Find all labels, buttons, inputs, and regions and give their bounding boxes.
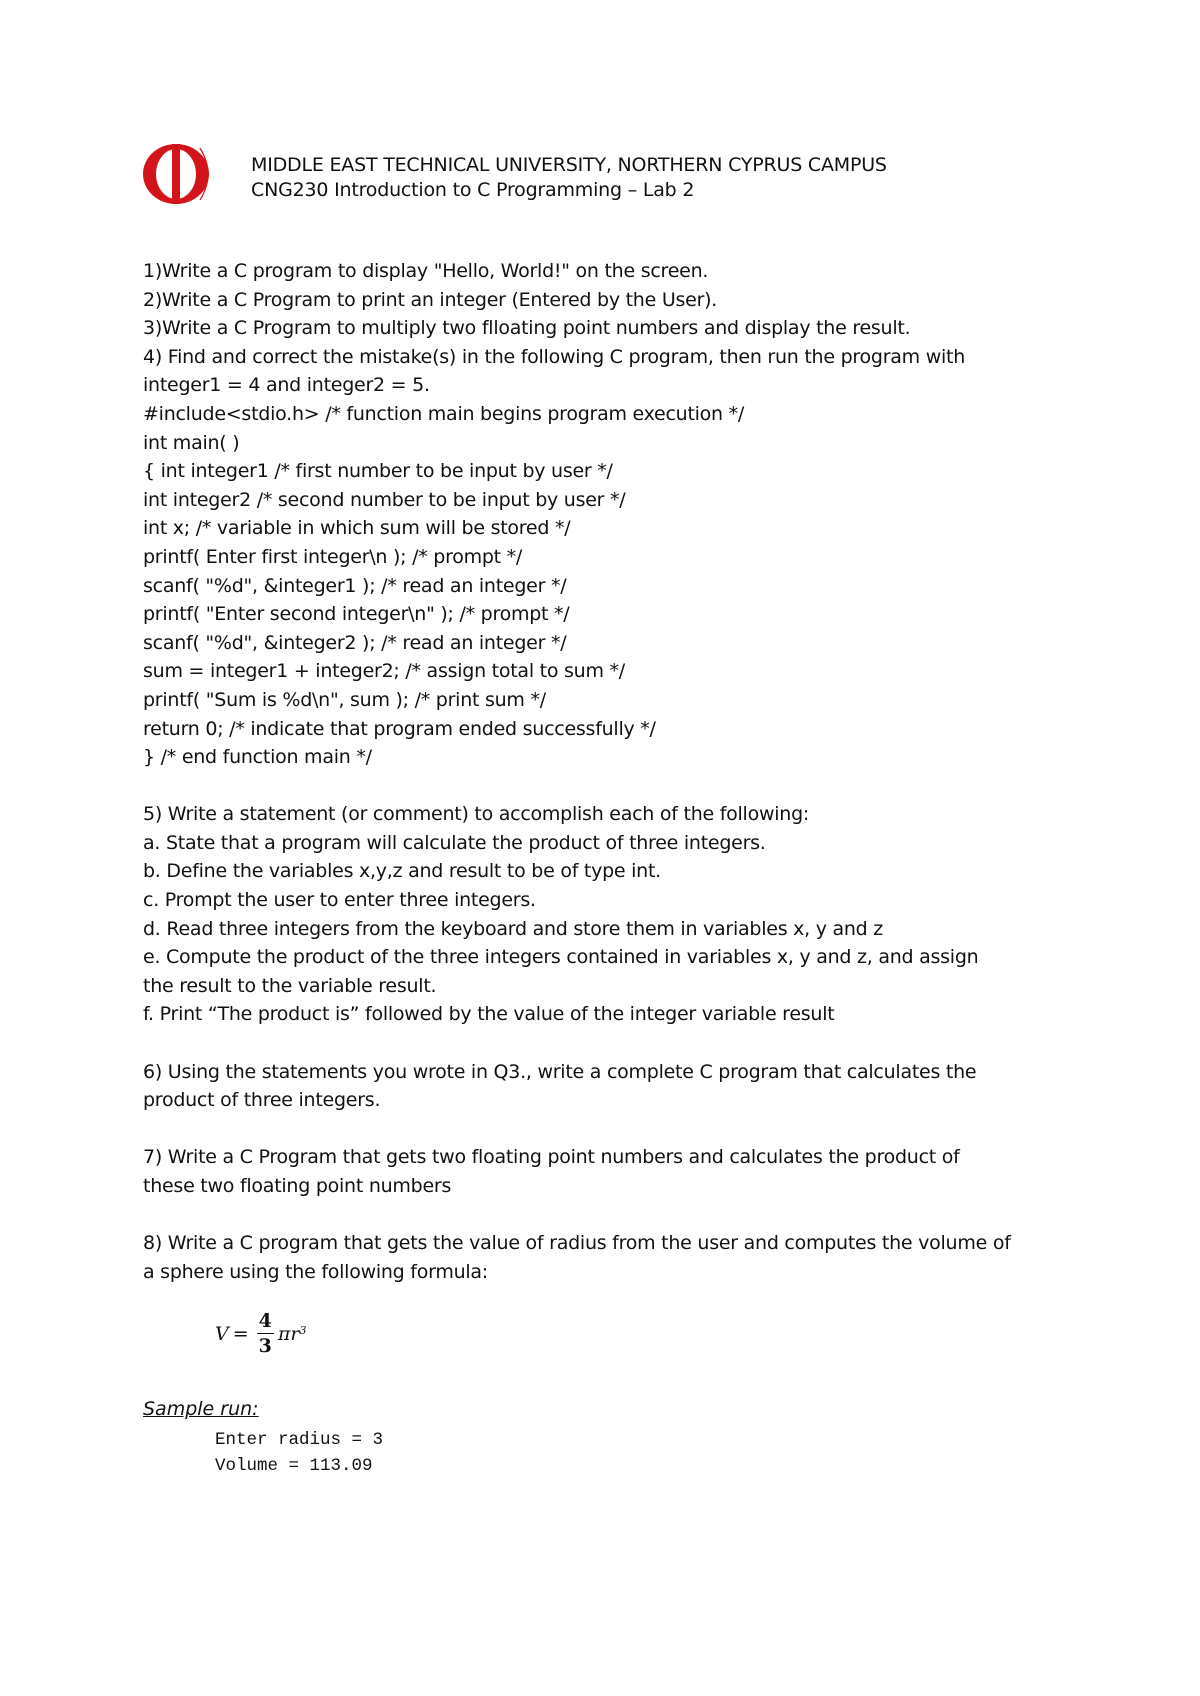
question-line: 1)Write a C program to display "Hello, World!" on the screen. <box>143 260 709 282</box>
code-line: #include<stdio.h> /* function main begins program execution */ <box>143 402 745 425</box>
question-line: 3)Write a C Program to multiply two flloating point numbers and display the result. <box>143 317 911 340</box>
question-5-line: d. Read three integers from the keyboard and store them in variables x, y and z <box>143 917 883 940</box>
course-title: CNG230 Introduction to C Programming – Lab 2 <box>251 179 695 201</box>
sphere-volume-formula <box>215 1310 306 1357</box>
fraction-numerator: 4 <box>258 1310 272 1332</box>
question-line: integer1 = 4 and integer2 = 5. <box>143 374 430 397</box>
formula-fraction <box>257 1310 274 1357</box>
formula-lhs: V <box>215 1322 229 1345</box>
fraction-denominator: 3 <box>258 1335 272 1357</box>
formula-exponent: 3 <box>299 1324 307 1337</box>
code-line: scanf( "%d", &integer1 ); /* read an integer */ <box>143 574 567 597</box>
question-6-line: product of three integers. <box>143 1089 381 1112</box>
code-line: scanf( "%d", &integer2 ); /* read an integer */ <box>143 631 567 654</box>
document-header <box>251 153 887 203</box>
question-line: 2)Write a C Program to print an integer (Entered by the User). <box>143 288 718 311</box>
spacer <box>143 1201 1083 1230</box>
code-line: int x; /* variable in which sum will be stored */ <box>143 517 571 540</box>
sample-run-line: Volume = 113.09 <box>215 1456 373 1476</box>
code-line: printf( "Sum is %d\n", sum ); /* print sum */ <box>143 688 546 711</box>
code-line: printf( Enter first integer\n ); /* prompt */ <box>143 545 523 568</box>
question-8-line: a sphere using the following formula: <box>143 1260 488 1283</box>
university-name: MIDDLE EAST TECHNICAL UNIVERSITY, NORTHERN CYPRUS CAMPUS <box>251 154 887 176</box>
question-6-line: 6) Using the statements you wrote in Q3., write a complete C program that calculates the <box>143 1060 977 1083</box>
question-5-line: f. Print “The product is” followed by the value of the integer variable result <box>143 1003 835 1026</box>
sample-run-output <box>215 1427 383 1479</box>
question-7-line: 7) Write a C Program that gets two floating point numbers and calculates the product of <box>143 1146 960 1169</box>
question-5-line: 5) Write a statement (or comment) to accomplish each of the following: <box>143 803 810 826</box>
code-line: sum = integer1 + integer2; /* assign total to sum */ <box>143 660 625 683</box>
spacer <box>143 1115 1083 1144</box>
sample-run-line: Enter radius = 3 <box>215 1430 384 1450</box>
metu-logo-icon <box>142 142 218 206</box>
question-5-line: the result to the variable result. <box>143 974 437 997</box>
code-line: int main( ) <box>143 431 240 454</box>
code-line: int integer2 /* second number to be input by user */ <box>143 488 626 511</box>
formula-pi-r: πr <box>277 1322 300 1345</box>
lab-questions <box>143 257 1083 1286</box>
question-8-line: 8) Write a C program that gets the value of radius from the user and computes the volume of <box>143 1232 1011 1255</box>
question-5-line: c. Prompt the user to enter three integers. <box>143 889 536 912</box>
code-line: return 0; /* indicate that program ended successfully */ <box>143 717 656 740</box>
spacer <box>143 1029 1083 1058</box>
spacer <box>143 772 1083 801</box>
question-line: 4) Find and correct the mistake(s) in the following C program, then run the program with <box>143 345 966 368</box>
question-7-line: these two floating point numbers <box>143 1175 452 1197</box>
formula-equals: = <box>232 1322 249 1345</box>
sample-run-label: Sample run: <box>143 1398 259 1420</box>
code-line: printf( "Enter second integer\n" ); /* prompt */ <box>143 603 570 626</box>
question-5-line: e. Compute the product of the three integers contained in variables x, y and z, and assign <box>143 946 979 969</box>
question-5-line: b. Define the variables x,y,z and result to be of type int. <box>143 860 661 883</box>
code-line: } /* end function main */ <box>143 746 372 769</box>
code-line: { int integer1 /* first number to be input by user */ <box>143 460 613 483</box>
question-5-line: a. State that a program will calculate the product of three integers. <box>143 831 766 854</box>
